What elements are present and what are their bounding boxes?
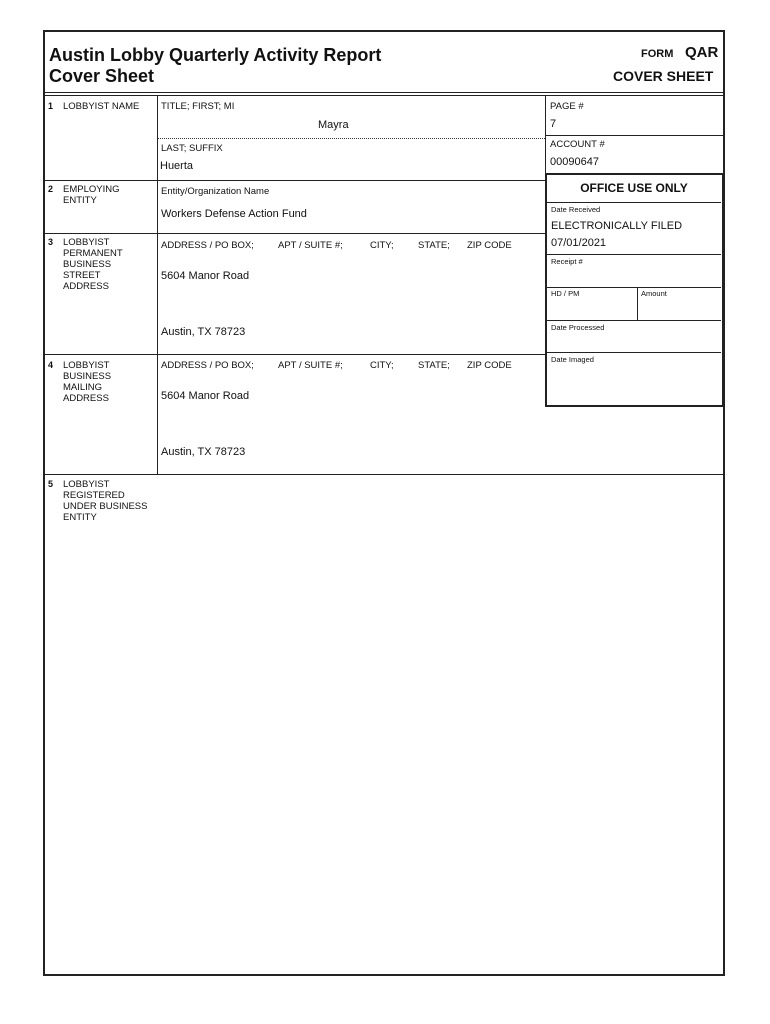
amount-label: Amount	[641, 289, 667, 298]
mailing-street-value: 5604 Manor Road	[161, 390, 250, 402]
permanent-address-label: LOBBYIST PERMANENT BUSINESS STREET ADDRESS	[63, 237, 123, 292]
last-suffix-label: LAST; SUFFIX	[161, 143, 223, 154]
apt-label: APT / SUITE #;	[278, 240, 343, 251]
city-label: CITY;	[370, 240, 394, 251]
label-column-divider	[157, 96, 158, 475]
section4-divider	[44, 474, 724, 475]
date-imaged-label: Date Imaged	[551, 355, 594, 364]
form-label: FORM	[641, 48, 674, 60]
mailing-address-label: LOBBYIST BUSINESS MAILING ADDRESS	[63, 360, 112, 404]
section3-divider	[44, 354, 545, 355]
date-received-label: Date Received	[551, 205, 601, 214]
section-number-5: 5	[48, 479, 54, 489]
mailing-state-label: STATE;	[418, 360, 450, 371]
section2-divider	[44, 233, 545, 234]
mailing-zip-label: ZIP CODE	[467, 360, 512, 371]
mailing-address-label-field: ADDRESS / PO BOX;	[161, 360, 254, 371]
receipt-label: Receipt #	[551, 257, 583, 266]
office-use-heading: OFFICE USE ONLY	[580, 181, 688, 195]
page-number-value: 7	[550, 118, 557, 130]
first-name-value: Mayra	[318, 119, 349, 131]
state-label: STATE;	[418, 240, 450, 251]
mailing-city-label: CITY;	[370, 360, 394, 371]
page-account-divider	[546, 135, 724, 136]
account-number-label: ACCOUNT #	[550, 139, 605, 150]
permanent-city-state-zip-value: Austin, TX 78723	[161, 326, 246, 338]
permanent-street-value: 5604 Manor Road	[161, 270, 250, 282]
section-number-2: 2	[48, 184, 54, 194]
address-label: ADDRESS / PO BOX;	[161, 240, 254, 251]
section-number-4: 4	[48, 360, 54, 370]
zip-label: ZIP CODE	[467, 240, 512, 251]
date-processed-label: Date Processed	[551, 323, 605, 332]
section-number-1: 1	[48, 101, 54, 111]
form-subtitle: Cover Sheet	[49, 66, 155, 86]
office-use-box	[545, 173, 724, 407]
mailing-apt-label: APT / SUITE #;	[278, 360, 343, 371]
header-divider-bottom	[44, 95, 724, 96]
registered-entity-label: LOBBYIST REGISTERED UNDER BUSINESS ENTITY	[63, 479, 148, 523]
page-number-label: PAGE #	[550, 101, 584, 112]
mailing-city-state-zip-value: Austin, TX 78723	[161, 446, 246, 458]
entity-name-value: Workers Defense Action Fund	[161, 208, 307, 220]
account-number-value: 00090647	[550, 156, 599, 168]
entity-name-label: Entity/Organization Name	[161, 186, 270, 197]
date-received-line2: 07/01/2021	[551, 237, 607, 249]
hd-pm-label: HD / PM	[551, 289, 580, 298]
form-title: Austin Lobby Quarterly Activity Report	[49, 45, 382, 65]
last-name-value: Huerta	[160, 160, 194, 172]
form-code: QAR	[685, 44, 719, 61]
section-number-3: 3	[48, 237, 54, 247]
lobbyist-name-label: LOBBYIST NAME	[63, 101, 140, 112]
title-first-mi-label: TITLE; FIRST; MI	[161, 101, 235, 112]
name-dotted-divider	[158, 138, 545, 139]
employing-entity-label: EMPLOYING ENTITY	[63, 184, 120, 206]
date-received-line1: ELECTRONICALLY FILED	[551, 220, 683, 232]
cover-sheet-label: COVER SHEET	[613, 68, 714, 84]
page-column-divider	[545, 96, 546, 180]
section1-divider	[44, 180, 545, 181]
header-divider-top	[44, 92, 724, 93]
